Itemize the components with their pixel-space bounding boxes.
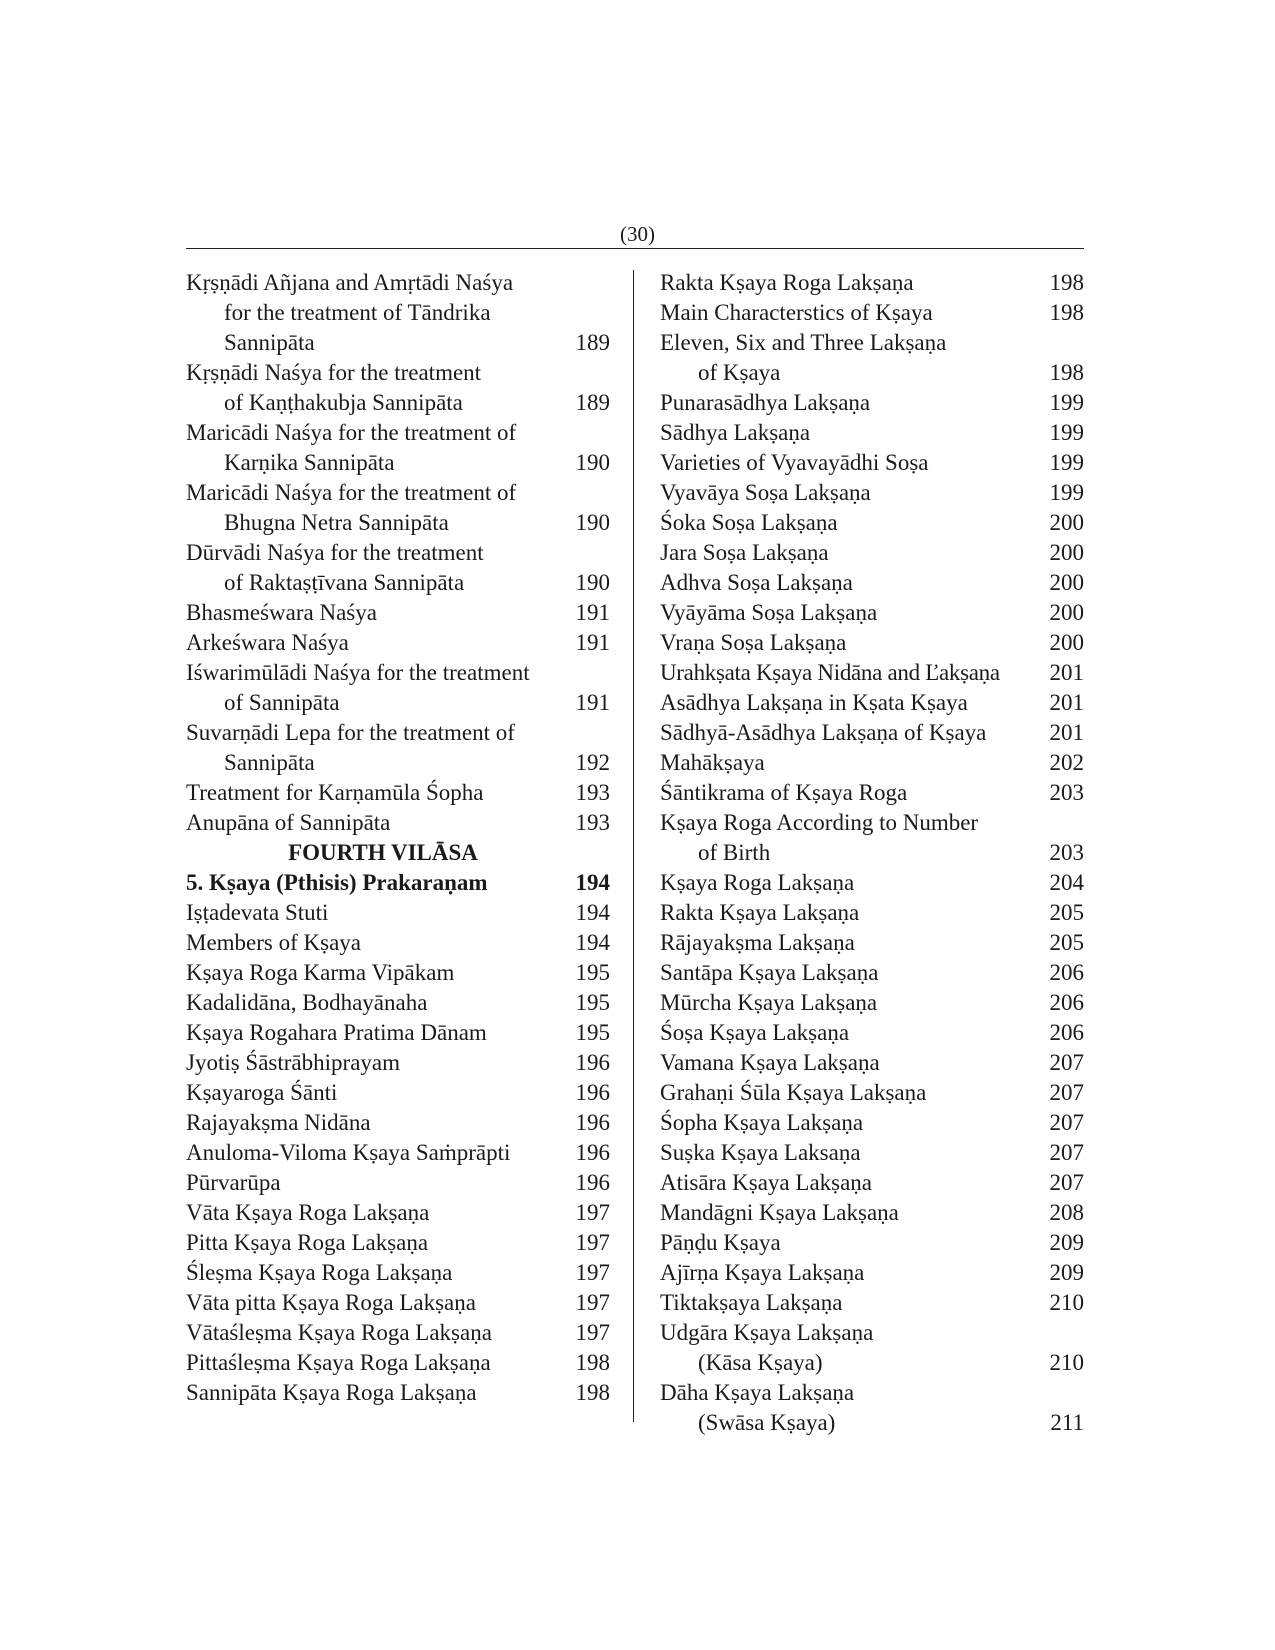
toc-entry-title: Jara Soṣa Lakṣaṇa bbox=[660, 540, 829, 565]
toc-entry-page: 194 bbox=[575, 870, 610, 895]
toc-entry-page: 193 bbox=[575, 810, 610, 835]
toc-entry-title: Pūrvarūpa bbox=[186, 1170, 281, 1195]
toc-entry-title: Vamana Kṣaya Lakṣaṇa bbox=[660, 1050, 880, 1075]
toc-entry-page: 191 bbox=[575, 630, 610, 655]
toc-entry bbox=[186, 538, 610, 598]
toc-entry-title: Sannipāta bbox=[224, 750, 315, 775]
toc-entry bbox=[660, 628, 1084, 658]
toc-entry bbox=[186, 1168, 610, 1198]
toc-entry bbox=[186, 1378, 610, 1408]
toc-entry bbox=[186, 358, 610, 418]
toc-entry-title: Pitta Kṣaya Roga Lakṣaṇa bbox=[186, 1230, 429, 1255]
toc-entry-page: 197 bbox=[575, 1230, 610, 1255]
toc-entry-title: Rakta Kṣaya Roga Lakṣaṇa bbox=[660, 270, 914, 295]
toc-entry-title: Arkeśwara Naśya bbox=[186, 630, 349, 655]
toc-entry bbox=[660, 1078, 1084, 1108]
toc-entry-title: Mūrcha Kṣaya Lakṣaṇa bbox=[660, 990, 878, 1015]
toc-entry-page: 192 bbox=[575, 750, 610, 775]
toc-entry bbox=[660, 568, 1084, 598]
toc-entry-page: 207 bbox=[1049, 1140, 1084, 1165]
toc-entry bbox=[186, 1348, 610, 1378]
toc-entry-page: 206 bbox=[1049, 990, 1084, 1015]
toc-entry bbox=[660, 298, 1084, 328]
toc-entry-page: 200 bbox=[1049, 630, 1084, 655]
toc-entry bbox=[186, 1078, 610, 1108]
toc-entry-title: Kṛṣṇādi Naśya for the treatment bbox=[186, 360, 482, 385]
toc-entry-title: of Raktaṣṭīvana Sannipāta bbox=[224, 570, 465, 595]
toc-entry-title: Treatment for Karṇamūla Śopha bbox=[186, 780, 484, 805]
toc-entry-page: 207 bbox=[1049, 1080, 1084, 1105]
toc-entry bbox=[660, 928, 1084, 958]
toc-entry bbox=[660, 718, 1084, 748]
toc-entry-title: Pittaśleṣma Kṣaya Roga Lakṣaṇa bbox=[186, 1350, 491, 1375]
toc-entry bbox=[660, 898, 1084, 928]
toc-entry bbox=[186, 958, 610, 988]
toc-entry-page: 210 bbox=[1049, 1290, 1084, 1315]
toc-entry bbox=[660, 1048, 1084, 1078]
toc-entry-title: Vātaśleṣma Kṣaya Roga Lakṣaṇa bbox=[186, 1320, 492, 1345]
toc-entry-page: 206 bbox=[1049, 1020, 1084, 1045]
toc-entry-page: 198 bbox=[1049, 270, 1084, 295]
toc-entry-title: of Kṣaya bbox=[698, 360, 781, 385]
toc-entry bbox=[660, 328, 1084, 388]
toc-entry-title: Sādhya Lakṣaṇa bbox=[660, 420, 811, 445]
toc-entry bbox=[660, 808, 1084, 868]
toc-entry-page: 196 bbox=[575, 1170, 610, 1195]
toc-entry-page: 195 bbox=[575, 960, 610, 985]
toc-entry-title: (Kāsa Kṣaya) bbox=[698, 1350, 823, 1375]
toc-entry-page: 197 bbox=[575, 1320, 610, 1345]
toc-entry-title: Jyotiṣ Śāstrābhiprayam bbox=[186, 1050, 400, 1075]
toc-entry bbox=[186, 268, 610, 358]
toc-entry-title: Main Characterstics of Kṣaya bbox=[660, 300, 933, 325]
toc-entry-page: 196 bbox=[575, 1110, 610, 1135]
toc-entry-title: Iṣṭadevata Stuti bbox=[186, 900, 329, 925]
toc-entry bbox=[660, 778, 1084, 808]
toc-entry-page: 206 bbox=[1049, 960, 1084, 985]
toc-entry-page: 203 bbox=[1049, 780, 1084, 805]
toc-entry-page: 189 bbox=[575, 390, 610, 415]
toc-entry-title: Karṇika Sannipāta bbox=[224, 450, 395, 475]
toc-entry bbox=[660, 748, 1084, 778]
toc-entry-title: Vyavāya Soṣa Lakṣaṇa bbox=[660, 480, 871, 505]
toc-entry bbox=[660, 508, 1084, 538]
toc-entry-page: 200 bbox=[1049, 570, 1084, 595]
toc-entry-page: 210 bbox=[1049, 1350, 1084, 1375]
toc-entry bbox=[660, 1108, 1084, 1138]
toc-entry-page: 208 bbox=[1049, 1200, 1084, 1225]
toc-entry-title: of Kaṇṭhakubja Sannipāta bbox=[224, 390, 463, 415]
toc-entry bbox=[186, 628, 610, 658]
toc-entry bbox=[660, 688, 1084, 718]
toc-entry-title: 5. Kṣaya (Pthisis) Prakaraṇam bbox=[186, 870, 488, 895]
toc-entry-title: Kṣaya Roga Karma Vipākam bbox=[186, 960, 455, 985]
toc-entry-title: for the treatment of Tāndrika bbox=[224, 300, 491, 325]
toc-entry-title: Mandāgni Kṣaya Lakṣaṇa bbox=[660, 1200, 899, 1225]
toc-entry bbox=[186, 598, 610, 628]
toc-entry-title: Tiktakṣaya Lakṣaṇa bbox=[660, 1290, 843, 1315]
toc-entry-page: 201 bbox=[1049, 660, 1084, 685]
toc-entry bbox=[660, 1258, 1084, 1288]
toc-entry-page: 198 bbox=[1049, 300, 1084, 325]
toc-entry bbox=[186, 1258, 610, 1288]
toc-entry bbox=[660, 268, 1084, 298]
toc-entry-title: Śopha Kṣaya Lakṣaṇa bbox=[660, 1110, 864, 1135]
toc-entry bbox=[186, 778, 610, 808]
toc-entry-page: 198 bbox=[1049, 360, 1084, 385]
page-number: (30) bbox=[620, 222, 655, 246]
toc-entry bbox=[660, 1168, 1084, 1198]
toc-entry-page: 191 bbox=[575, 600, 610, 625]
toc-entry-title: Maricādi Naśya for the treatment of bbox=[186, 420, 517, 445]
toc-entry-title: Sannipāta Kṣaya Roga Lakṣaṇa bbox=[186, 1380, 477, 1405]
toc-entry bbox=[660, 988, 1084, 1018]
toc-entry-title: Ajīrṇa Kṣaya Lakṣaṇa bbox=[660, 1260, 865, 1285]
section-heading: FOURTH VILĀSA bbox=[288, 840, 478, 865]
toc-entry-title: Kṣaya Rogahara Pratima Dānam bbox=[186, 1020, 487, 1045]
toc-entry-page: 189 bbox=[575, 330, 610, 355]
toc-entry-title: Pāṇḍu Kṣaya bbox=[660, 1230, 781, 1255]
toc-entry-page: 199 bbox=[1049, 420, 1084, 445]
toc-entry-title: Members of Kṣaya bbox=[186, 930, 362, 955]
toc-entry-title: Asādhya Lakṣaṇa in Kṣata Kṣaya bbox=[660, 690, 968, 715]
toc-entry-title: Urahkṣata Kṣaya Nidāna and Ľakṣaṇa bbox=[660, 660, 1000, 685]
toc-entry-page: 199 bbox=[1049, 480, 1084, 505]
toc-entry bbox=[660, 1288, 1084, 1318]
toc-entry bbox=[186, 718, 610, 778]
toc-entry bbox=[186, 1228, 610, 1258]
toc-entry bbox=[660, 958, 1084, 988]
toc-entry bbox=[660, 598, 1084, 628]
toc-entry-title: Atisāra Kṣaya Lakṣaṇa bbox=[660, 1170, 873, 1195]
toc-entry-title: Eleven, Six and Three Lakṣaṇa bbox=[660, 330, 947, 355]
toc-entry-page: 193 bbox=[575, 780, 610, 805]
toc-entry-page: 199 bbox=[1049, 390, 1084, 415]
toc-entry bbox=[660, 1228, 1084, 1258]
toc-entry-title: Kṛṣṇādi Añjana and Amṛtādi Naśya bbox=[186, 270, 514, 295]
column-divider bbox=[633, 270, 634, 1422]
toc-entry-page: 209 bbox=[1049, 1230, 1084, 1255]
toc-entry-page: 200 bbox=[1049, 510, 1084, 535]
toc-entry-title: Śoka Soṣa Lakṣaṇa bbox=[660, 510, 838, 535]
toc-entry bbox=[186, 1048, 610, 1078]
toc-entry-title: Kṣaya Roga Lakṣaṇa bbox=[660, 870, 855, 895]
toc-entry-page: 200 bbox=[1049, 600, 1084, 625]
toc-entry-page: 200 bbox=[1049, 540, 1084, 565]
toc-entry-page: 198 bbox=[575, 1380, 610, 1405]
toc-entry-title: Udgāra Kṣaya Lakṣaṇa bbox=[660, 1320, 874, 1345]
toc-left-column bbox=[186, 268, 610, 1408]
toc-entry-page: 201 bbox=[1049, 690, 1084, 715]
toc-entry-title: Iśwarimūlādi Naśya for the treatment bbox=[186, 660, 530, 685]
toc-entry-page: 196 bbox=[575, 1140, 610, 1165]
toc-entry-page: 203 bbox=[1049, 840, 1084, 865]
toc-entry-title: of Birth bbox=[698, 840, 771, 865]
toc-entry-title: Dūrvādi Naśya for the treatment bbox=[186, 540, 484, 565]
toc-entry-page: 211 bbox=[1050, 1410, 1084, 1435]
toc-entry-title: Sannipāta bbox=[224, 330, 315, 355]
toc-entry bbox=[660, 1198, 1084, 1228]
toc-entry bbox=[186, 1288, 610, 1318]
toc-entry-page: 196 bbox=[575, 1050, 610, 1075]
toc-entry-title: Rakta Kṣaya Lakṣaṇa bbox=[660, 900, 860, 925]
toc-entry bbox=[660, 658, 1084, 688]
toc-entry bbox=[186, 1108, 610, 1138]
toc-entry-title: Bhasmeśwara Naśya bbox=[186, 600, 377, 625]
toc-entry-page: 209 bbox=[1049, 1260, 1084, 1285]
toc-entry-page: 197 bbox=[575, 1200, 610, 1225]
toc-entry-title: Rajayakṣma Nidāna bbox=[186, 1110, 371, 1135]
toc-entry-title: Rājayakṣma Lakṣaṇa bbox=[660, 930, 855, 955]
toc-entry bbox=[660, 868, 1084, 898]
toc-entry-title: Vraṇa Soṣa Lakṣaṇa bbox=[660, 630, 847, 655]
toc-entry bbox=[186, 1318, 610, 1348]
toc-entry-title: Mahākṣaya bbox=[660, 750, 765, 775]
toc-entry bbox=[660, 388, 1084, 418]
toc-entry-page: 204 bbox=[1049, 870, 1084, 895]
toc-entry bbox=[186, 1138, 610, 1168]
toc-entry-page: 205 bbox=[1049, 930, 1084, 955]
toc-entry-page: 196 bbox=[575, 1080, 610, 1105]
toc-entry-title: Kṣaya Roga According to Number bbox=[660, 810, 979, 835]
toc-entry-title: Santāpa Kṣaya Lakṣaṇa bbox=[660, 960, 879, 985]
toc-entry-title: Maricādi Naśya for the treatment of bbox=[186, 480, 517, 505]
toc-entry bbox=[660, 448, 1084, 478]
toc-entry-page: 197 bbox=[575, 1290, 610, 1315]
toc-entry-title: Kadalidāna, Bodhayānaha bbox=[186, 990, 428, 1015]
header-rule bbox=[186, 248, 1084, 249]
toc-entry-page: 207 bbox=[1049, 1170, 1084, 1195]
toc-entry-title: Adhva Soṣa Lakṣaṇa bbox=[660, 570, 853, 595]
toc-entry-page: 195 bbox=[575, 1020, 610, 1045]
toc-entry-title: Kṣayaroga Śānti bbox=[186, 1080, 338, 1105]
toc-entry-title: Anuloma-Viloma Kṣaya Saṁprāpti bbox=[186, 1140, 511, 1165]
toc-entry bbox=[186, 658, 610, 718]
toc-entry-page: 194 bbox=[575, 900, 610, 925]
toc-entry-title: Śoṣa Kṣaya Lakṣaṇa bbox=[660, 1020, 850, 1045]
toc-entry bbox=[660, 1318, 1084, 1378]
toc-entry-page: 207 bbox=[1049, 1110, 1084, 1135]
toc-entry bbox=[186, 868, 610, 898]
toc-entry-title: Vāta Kṣaya Roga Lakṣaṇa bbox=[186, 1200, 430, 1225]
toc-entry-title: Anupāna of Sannipāta bbox=[186, 810, 391, 835]
toc-entry-page: 190 bbox=[575, 510, 610, 535]
toc-entry-page: 198 bbox=[575, 1350, 610, 1375]
toc-entry bbox=[660, 1018, 1084, 1048]
toc-entry-title: (Swāsa Kṣaya) bbox=[698, 1410, 836, 1435]
toc-entry-page: 191 bbox=[575, 690, 610, 715]
toc-entry bbox=[660, 538, 1084, 568]
toc-entry-title: of Sannipāta bbox=[224, 690, 340, 715]
toc-entry-page: 195 bbox=[575, 990, 610, 1015]
toc-entry-title: Punarasādhya Lakṣaṇa bbox=[660, 390, 871, 415]
toc-entry-page: 199 bbox=[1049, 450, 1084, 475]
toc-entry-title: Varieties of Vyavayādhi Soṣa bbox=[660, 450, 929, 475]
toc-entry-page: 201 bbox=[1049, 720, 1084, 745]
toc-entry-title: Vāta pitta Kṣaya Roga Lakṣaṇa bbox=[186, 1290, 476, 1315]
toc-entry bbox=[186, 1198, 610, 1228]
toc-entry-title: Sādhyā-Asādhya Lakṣaṇa of Kṣaya bbox=[660, 720, 987, 745]
toc-entry bbox=[186, 988, 610, 1018]
toc-entry bbox=[186, 1018, 610, 1048]
toc-entry bbox=[186, 898, 610, 928]
toc-entry-title: Dāha Kṣaya Lakṣaṇa bbox=[660, 1380, 855, 1405]
toc-entry-title: Suvarṇādi Lepa for the treatment of bbox=[186, 720, 515, 745]
toc-entry-page: 207 bbox=[1049, 1050, 1084, 1075]
toc-entry-page: 194 bbox=[575, 930, 610, 955]
toc-entry bbox=[186, 478, 610, 538]
toc-entry-page: 202 bbox=[1049, 750, 1084, 775]
toc-entry-page: 205 bbox=[1049, 900, 1084, 925]
toc-entry bbox=[660, 478, 1084, 508]
toc-entry bbox=[186, 418, 610, 478]
toc-entry-page: 190 bbox=[575, 570, 610, 595]
toc-entry bbox=[186, 928, 610, 958]
toc-entry bbox=[660, 1378, 1084, 1438]
toc-right-column bbox=[660, 268, 1084, 1438]
toc-entry-title: Grahaṇi Śūla Kṣaya Lakṣaṇa bbox=[660, 1080, 927, 1105]
toc-entry-title: Śāntikrama of Kṣaya Roga bbox=[660, 780, 908, 805]
toc-entry-title: Suṣka Kṣaya Laksaṇa bbox=[660, 1140, 861, 1165]
toc-entry bbox=[660, 418, 1084, 448]
toc-entry bbox=[660, 1138, 1084, 1168]
toc-entry-page: 197 bbox=[575, 1260, 610, 1285]
toc-entry bbox=[186, 808, 610, 838]
toc-entry-page: 190 bbox=[575, 450, 610, 475]
toc-entry-title: Śleṣma Kṣaya Roga Lakṣaṇa bbox=[186, 1260, 453, 1285]
toc-entry-title: Bhugna Netra Sannipāta bbox=[224, 510, 449, 535]
toc-entry-title: Vyāyāma Soṣa Lakṣaṇa bbox=[660, 600, 878, 625]
